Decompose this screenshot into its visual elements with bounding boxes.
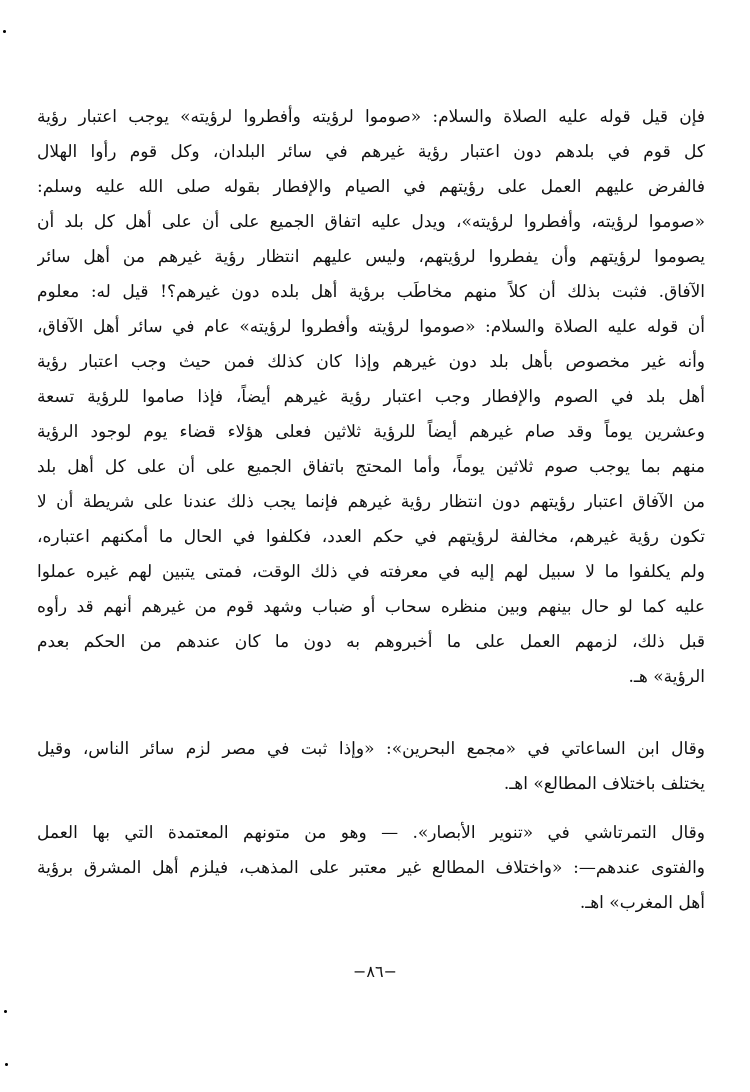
text-line: وعشرين يوماً وقد صام غيرهم أيضاً للرؤية ثلاثين فعلى هؤلاء قضاء يوم لوجود الرؤية: [37, 422, 705, 442]
paragraph-ibn-al-saati-quote: [37, 732, 705, 802]
text-line: «صوموا لرؤيته، وأفطروا لرؤيته»، ويدل عليه اتفاق الجميع على أن على أهل كل بلد أن: [37, 212, 705, 232]
text-line: والفتوى عندهم—: «واختلاف المطالع غير معتبر على المذهب، فيلزم أهل المشرق برؤية: [37, 858, 705, 878]
text-line: فإن قيل قوله عليه الصلاة والسلام: «صوموا لرؤيته وأفطروا لرؤيته» يوجب اعتبار رؤية: [37, 107, 705, 127]
text-line: من الآفاق اعتبار رؤيتهم دون انتظار رؤية غيرهم فإنما يجب ذلك عندنا على شريطة أن لا: [37, 492, 705, 512]
text-line: فالفرض عليهم العمل على رؤيتهم في الصيام والإفطار بقوله صلى الله عليه وسلم:: [37, 177, 705, 197]
page-number: −٨٦−: [353, 962, 397, 981]
text-line: تكون رؤية غيرهم، مخالفة لرؤيتهم في حكم العدد، فكلفوا في الحال ما أمكنهم اعتباره،: [37, 527, 705, 547]
text-line: عليه كما لو حال بينهم وبين منظره سحاب أو ضباب وشهد قوم من غيرهم أنهم قد رأوه: [37, 597, 705, 617]
text-line: الآفاق. فثبت بذلك أن كلاً منهم مخاطَب برؤية أهل بلده دون غيرهم؟! قيل له: معلوم: [37, 282, 705, 302]
text-line: وقال التمرتاشي في «تنوير الأبصار». — وهو من متونهم المعتمدة التي بها العمل: [37, 823, 705, 843]
paragraph-hadith-discussion: [37, 100, 705, 695]
text-line: وأنه غير مخصوص بأهل بلد دون غيرهم وإذا كان كذلك فمن حيث وجب اعتبار رؤية: [37, 352, 705, 372]
scan-speck: [4, 1010, 7, 1013]
text-line: أهل بلد في الصوم والإفطار وجب اعتبار رؤية غيرهم أيضاً، فإذا صاموا للرؤية تسعة: [37, 387, 705, 407]
text-line: وقال ابن الساعاتي في «مجمع البحرين»: «وإذا ثبت في مصر لزم سائر الناس، وقيل: [37, 739, 705, 759]
scan-speck: [5, 1063, 8, 1066]
text-line: ولم يكلفوا ما لا سبيل لهم إليه في معرفته في ذلك الوقت، فمتى يتبين لهم غيره عملوا: [37, 562, 705, 582]
text-line: قبل ذلك، لزمهم العمل على ما أخبروهم به دون ما كان عندهم من الحكم بعدم: [37, 632, 705, 652]
scan-speck: [3, 30, 6, 33]
paragraph-timurtashi-quote: [37, 816, 705, 921]
text-line: يصوموا لرؤيتهم وأن يفطروا لرؤيتهم، وليس عليهم انتظار رؤية غيرهم من أهل سائر: [37, 247, 705, 267]
text-line: كل قوم في بلدهم دون اعتبار رؤية غيرهم في سائر البلدان، وكل قوم رأوا الهلال: [37, 142, 705, 162]
text-line: الرؤية» هـ.: [628, 667, 705, 687]
text-line: أن قوله عليه الصلاة والسلام: «صوموا لرؤيته وأفطروا لرؤيته» عام في سائر أهل الآفاق،: [37, 317, 705, 337]
text-line: يختلف باختلاف المطالع» اهـ.: [503, 774, 705, 794]
text-line: منهم بما يوجب صوم ثلاثين يوماً، وأما المحتج باتفاق الجميع على أن على كل أهل بلد: [37, 457, 705, 477]
text-line: أهل المغرب» اهـ.: [579, 893, 705, 913]
